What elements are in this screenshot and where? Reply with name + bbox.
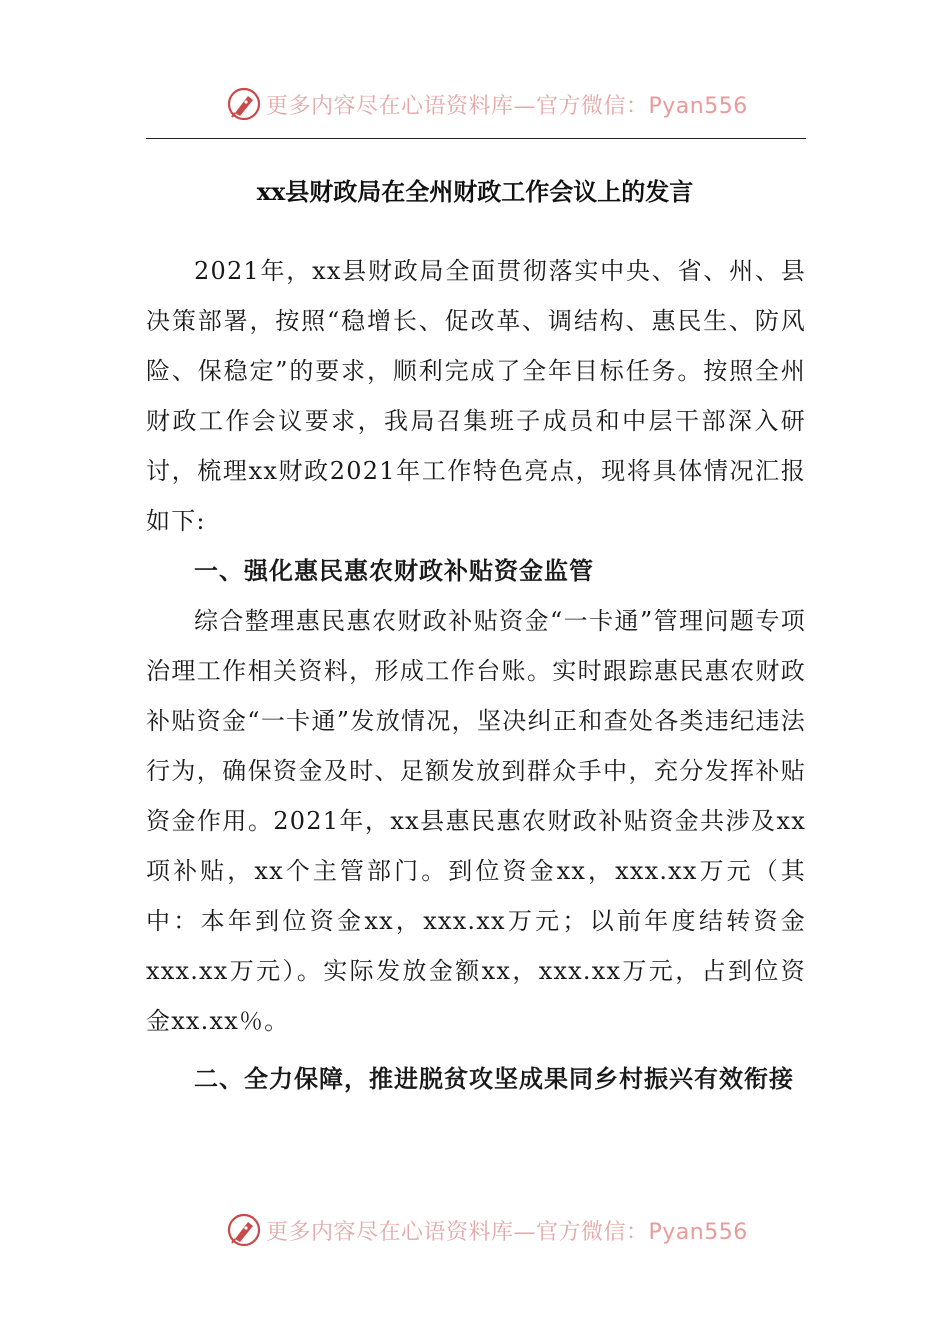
- header-divider: [146, 138, 806, 139]
- document-body: [146, 246, 806, 1104]
- header-banner: [0, 82, 950, 126]
- pen-nib-logo-icon: [226, 86, 262, 122]
- section-2-heading: 二、全力保障，推进脱贫攻坚成果同乡村振兴有效衔接: [194, 1065, 794, 1093]
- banner-text: 更多内容尽在心语资料库—官方微信：Pyan556: [266, 93, 748, 119]
- document-title: xx县财政局在全州财政工作会议上的发言: [256, 177, 694, 206]
- section-1-heading: 一、强化惠民惠农财政补贴资金监管: [194, 557, 594, 585]
- pen-nib-logo-icon: [226, 1212, 262, 1248]
- section-1-paragraph: 综合整理惠民惠农财政补贴资金“一卡通”管理问题专项治理工作相关资料，形成工作台账。实时跟踪惠民惠农财政补贴资金“一卡通”发放情况，坚决纠正和查处各类违纪违法行为，确保资金及时、足额发放到群众手中，充分发挥补贴资金作用。2021年，xx县惠民惠农财政补贴资金共涉及xx项补贴，xx个主管部门。到位资金xx，xxx.xx万元（其中：本年到位资金xx，xxx.xx万元；以前年度结转资金xxx.xx万元）。实际发放金额xx，xxx.xx万元，占到位资金xx.xx％。: [146, 607, 806, 1035]
- banner-text: 更多内容尽在心语资料库—官方微信：Pyan556: [266, 1219, 748, 1245]
- intro-paragraph: 2021年，xx县财政局全面贯彻落实中央、省、州、县决策部署，按照“稳增长、促改革、调结构、惠民生、防风险、保稳定”的要求，顺利完成了全年目标任务。按照全州财政工作会议要求，我局召集班子成员和中层干部深入研讨，梳理xx财政2021年工作特色亮点，现将具体情况汇报如下:: [146, 257, 806, 535]
- footer-banner: [0, 1208, 950, 1252]
